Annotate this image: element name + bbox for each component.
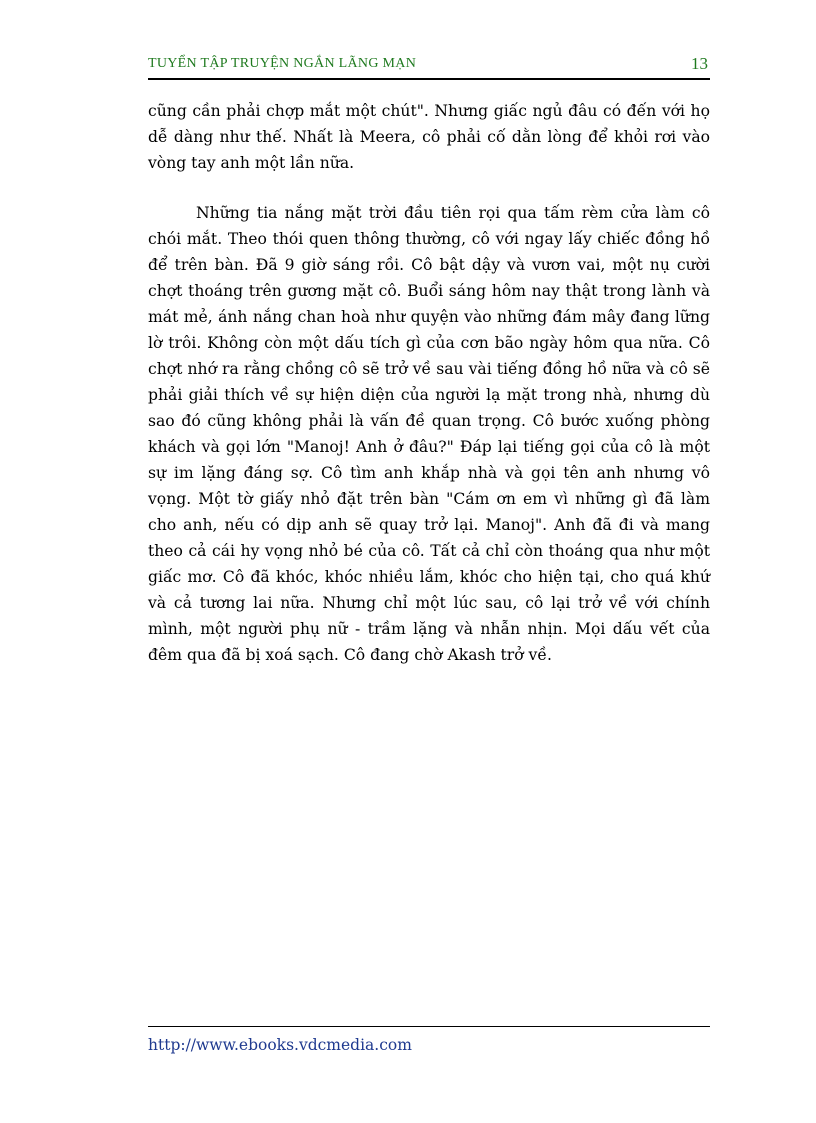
page-header	[148, 54, 710, 80]
story-body	[148, 98, 710, 668]
page-number: 13	[691, 54, 708, 73]
paragraph-continuation: cũng cần phải chợp mắt một chút". Nhưng giấc ngủ đâu có đến với họ dễ dàng như thế. Nhất là Meera, cô phải cố dằn lòng để khỏi rơi vào vòng tay anh một lần nữa.	[148, 102, 710, 172]
book-title: TUYỂN TẬP TRUYỆN NGẮN LÃNG MẠN	[148, 56, 417, 71]
paragraph-morning: Những tia nắng mặt trời đầu tiên rọi qua tấm rèm cửa làm cô chói mắt. Theo thói quen thông thường, cô với ngay lấy chiếc đồng hồ để trên bàn. Đã 9 giờ sáng rồi. Cô bật dậy và vươn vai, một nụ cười chợt thoáng trên gương mặt cô. Buổi sáng hôm nay thật trong lành và mát mẻ, ánh nắng chan hoà như quyện vào những đám mây đang lững lờ trôi. Không còn một dấu tích gì của cơn bão ngày hôm qua nữa. Cô chợt nhớ ra rằng chồng cô sẽ trở về sau vài tiếng đồng hồ nữa và cô sẽ phải giải thích về sự hiện diện của người lạ mặt trong nhà, nhưng dù sao đó cũng không phải là vấn đề quan trọng. Cô bước xuống phòng khách và gọi lớn "Manoj! Anh ở đâu?" Đáp lại tiếng gọi của cô là một sự im lặng đáng sợ. Cô tìm anh khắp nhà và gọi tên anh nhưng vô vọng. Một tờ giấy nhỏ đặt trên bàn "Cám ơn em vì những gì đã làm cho anh, nếu có dịp anh sẽ quay trở lại. Manoj". Anh đã đi và mang theo cả cái hy vọng nhỏ bé của cô. Tất cả chỉ còn thoáng qua như một giấc mơ. Cô đã khóc, khóc nhiều lắm, khóc cho hiện tại, cho quá khứ và cả tương lai nữa. Nhưng chỉ một lúc sau, cô lại trở về với chính mình, một người phụ nữ - trầm lặng và nhẫn nhịn. Mọi dấu vết của đêm qua đã bị xoá sạch. Cô đang chờ Akash trở về.	[148, 204, 710, 664]
page-footer	[148, 1026, 710, 1054]
website-link[interactable]: http://www.ebooks.vdcmedia.com	[148, 1036, 412, 1054]
